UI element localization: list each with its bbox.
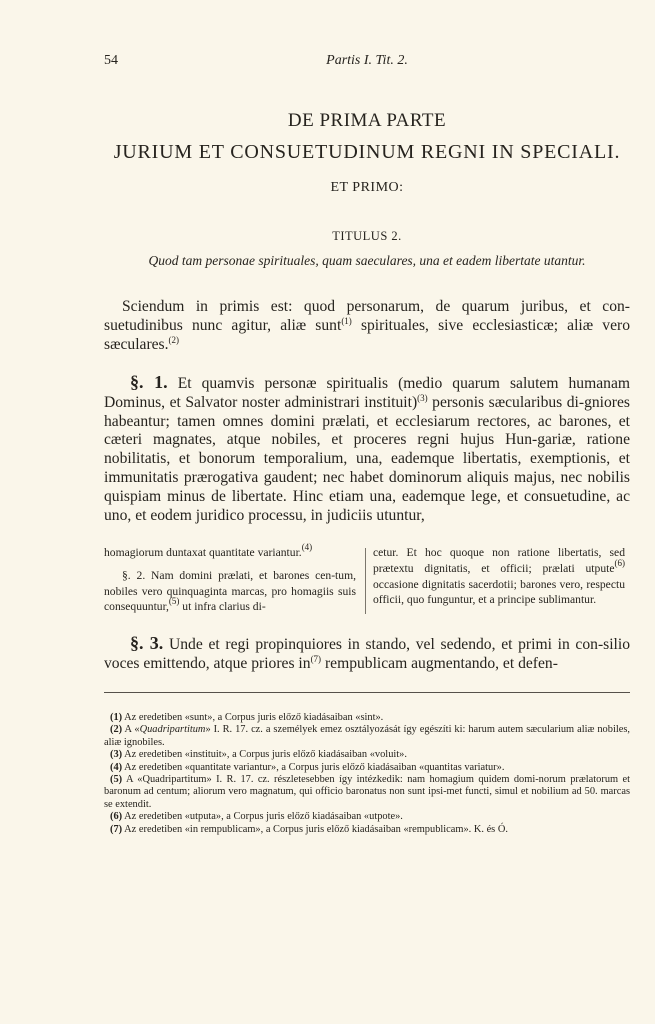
footnote [104, 724, 630, 749]
footnote [104, 774, 630, 811]
footnote-ref: (6) [614, 557, 625, 568]
footnote-text: Az eredetiben «instituit», a Corpus juris előző kiadásaiban «voluit». [124, 749, 407, 761]
titulus-heading: TITULUS 2. [332, 229, 402, 243]
text-segment: Unde et regi propinquiores in stando, vel sedendo, et primi in con-silio voces emittendo, atque priores in [104, 636, 631, 672]
footnote-text: A « [124, 724, 140, 736]
footnote [104, 811, 630, 823]
footnote-ref: (7) [310, 653, 322, 664]
section-mark: §. 1. [130, 372, 168, 392]
footnote-number: (7) [110, 823, 123, 835]
footnote-text: Az eredetiben «sunt», a Corpus juris előző kiadásaiban «sint». [124, 712, 384, 723]
note-column-right [373, 545, 625, 608]
section-intro-heading: ET PRIMO: [330, 180, 404, 195]
footnote-divider [104, 692, 630, 693]
text-segment: personis sæcularibus di-gniores habeantur; tamen omnes domini prælati, et ecclesiarum rectores, ac barones, et cæteri magnates, atque nobiles, et proceres regni hujus Hun-gariæ, ratione nobilitatis, et bonorum temporalium, una, eademque libertatis, exemptionis, et immunitatis prærogativa gaudent; nec habet dominorum aliquis majus, nec nobilis quispiam minus de libertate. Hinc etiam una, eademque lege, et consuetudine, ac uno, et eodem juridico processu, in judiciis utuntur, [104, 393, 630, 524]
footnote-ref: (3) [417, 392, 428, 403]
text-segment: ut infra clarius di- [179, 600, 266, 614]
footnote-ref: (5) [168, 596, 180, 607]
paragraph-section-3 [104, 634, 630, 674]
note-paragraph [373, 545, 625, 608]
footnote-number: (4) [110, 761, 123, 773]
note-paragraph [104, 568, 356, 615]
paragraph-intro [104, 298, 630, 354]
page-number: 54 [104, 53, 118, 68]
text-segment: Et quamvis personæ spiritualis (medio quarum salutem humanam Dominus, et Salvator noster administrari instituit) [104, 375, 631, 411]
footnote-ref: (1) [341, 315, 352, 326]
titulus-subtitle: Quod tam personae spirituales, quam saeculares, una et eadem libertate utantur. [148, 253, 586, 268]
text-segment: Sciendum in primis est: quod personarum, de quarum juribus, et con-suetudinibus nunc agitur, aliæ sunt [104, 298, 630, 334]
section-mark: §. 3. [130, 633, 164, 653]
part-heading: DE PRIMA PARTE [287, 110, 447, 131]
footnote [104, 712, 630, 724]
text-segment: cetur. Et hoc quoque non ratione libertatis, sed prætextu dignitatis, et officii; prælati utpute [373, 546, 625, 575]
footnotes [104, 712, 630, 836]
footnote-number: (1) [110, 712, 123, 723]
running-title: Partis I. Tit. 2. [326, 53, 408, 68]
footnote-text: » I. R. 17. cz. a személyek emez osztályozását így egészíti ki: harum autem sæcularium aliæ nobiles, aliæ ignobiles. [104, 724, 630, 748]
text-segment: rempublicam augmentando, et defen- [321, 654, 558, 672]
footnote-ref: (4) [301, 542, 313, 552]
note-column-left [104, 542, 356, 615]
footnote [104, 824, 630, 836]
footnote-text: Az eredetiben «in rempublicam», a Corpus juris előző kiadásaiban «rempublicam». K. és Ó. [124, 823, 508, 835]
text-segment: homagiorum duntaxat quantitate variantur. [104, 546, 302, 559]
part-subheading: JURIUM ET CONSUETUDINUM REGNI IN SPECIALI. [113, 141, 621, 163]
footnote-number: (5) [110, 774, 123, 786]
footnote-number: (6) [110, 811, 123, 823]
column-divider [365, 548, 366, 614]
footnote-number: (2) [110, 724, 123, 736]
footnote-ref: (2) [168, 334, 180, 345]
paragraph-section-1 [104, 373, 630, 525]
footnote [104, 749, 630, 761]
text-segment: §. 2. Nam domini prælati, et barones cen-tum, nobiles vero quinquaginta marcas, pro homagiis suis consequuntur, [104, 568, 356, 614]
text-segment: occasione dignitatis sacerdotii; barones vero, respectu officii, quo funguntur, et a principe sublimantur. [373, 577, 625, 607]
footnote-number: (3) [110, 749, 123, 761]
footnote-text: A «Quadripartitum» I. R. 17. cz. részletesebben így intézkedik: nam homagium quidem domi-norum prælatorum et baronum ad centum; aliorum vero magnatum, qui officio baronatus non sunt ipsi-met functi, simul et nobilium ad 50. marcas se extendit. [104, 774, 630, 810]
note-line [104, 542, 356, 561]
footnote-text: Az eredetiben «utputa», a Corpus juris előző kiadásaiban «utpote». [124, 811, 403, 823]
text-segment: spirituales, sive ecclesiasticæ; aliæ vero sæculares. [104, 316, 631, 353]
footnote-text: Az eredetiben «quantitate variantur», a Corpus juris előző kiadásaiban «quantitas variatur». [124, 761, 505, 773]
running-header [104, 53, 630, 73]
footnote-italic: Quadripartitum [139, 724, 206, 736]
footnote [104, 762, 630, 774]
